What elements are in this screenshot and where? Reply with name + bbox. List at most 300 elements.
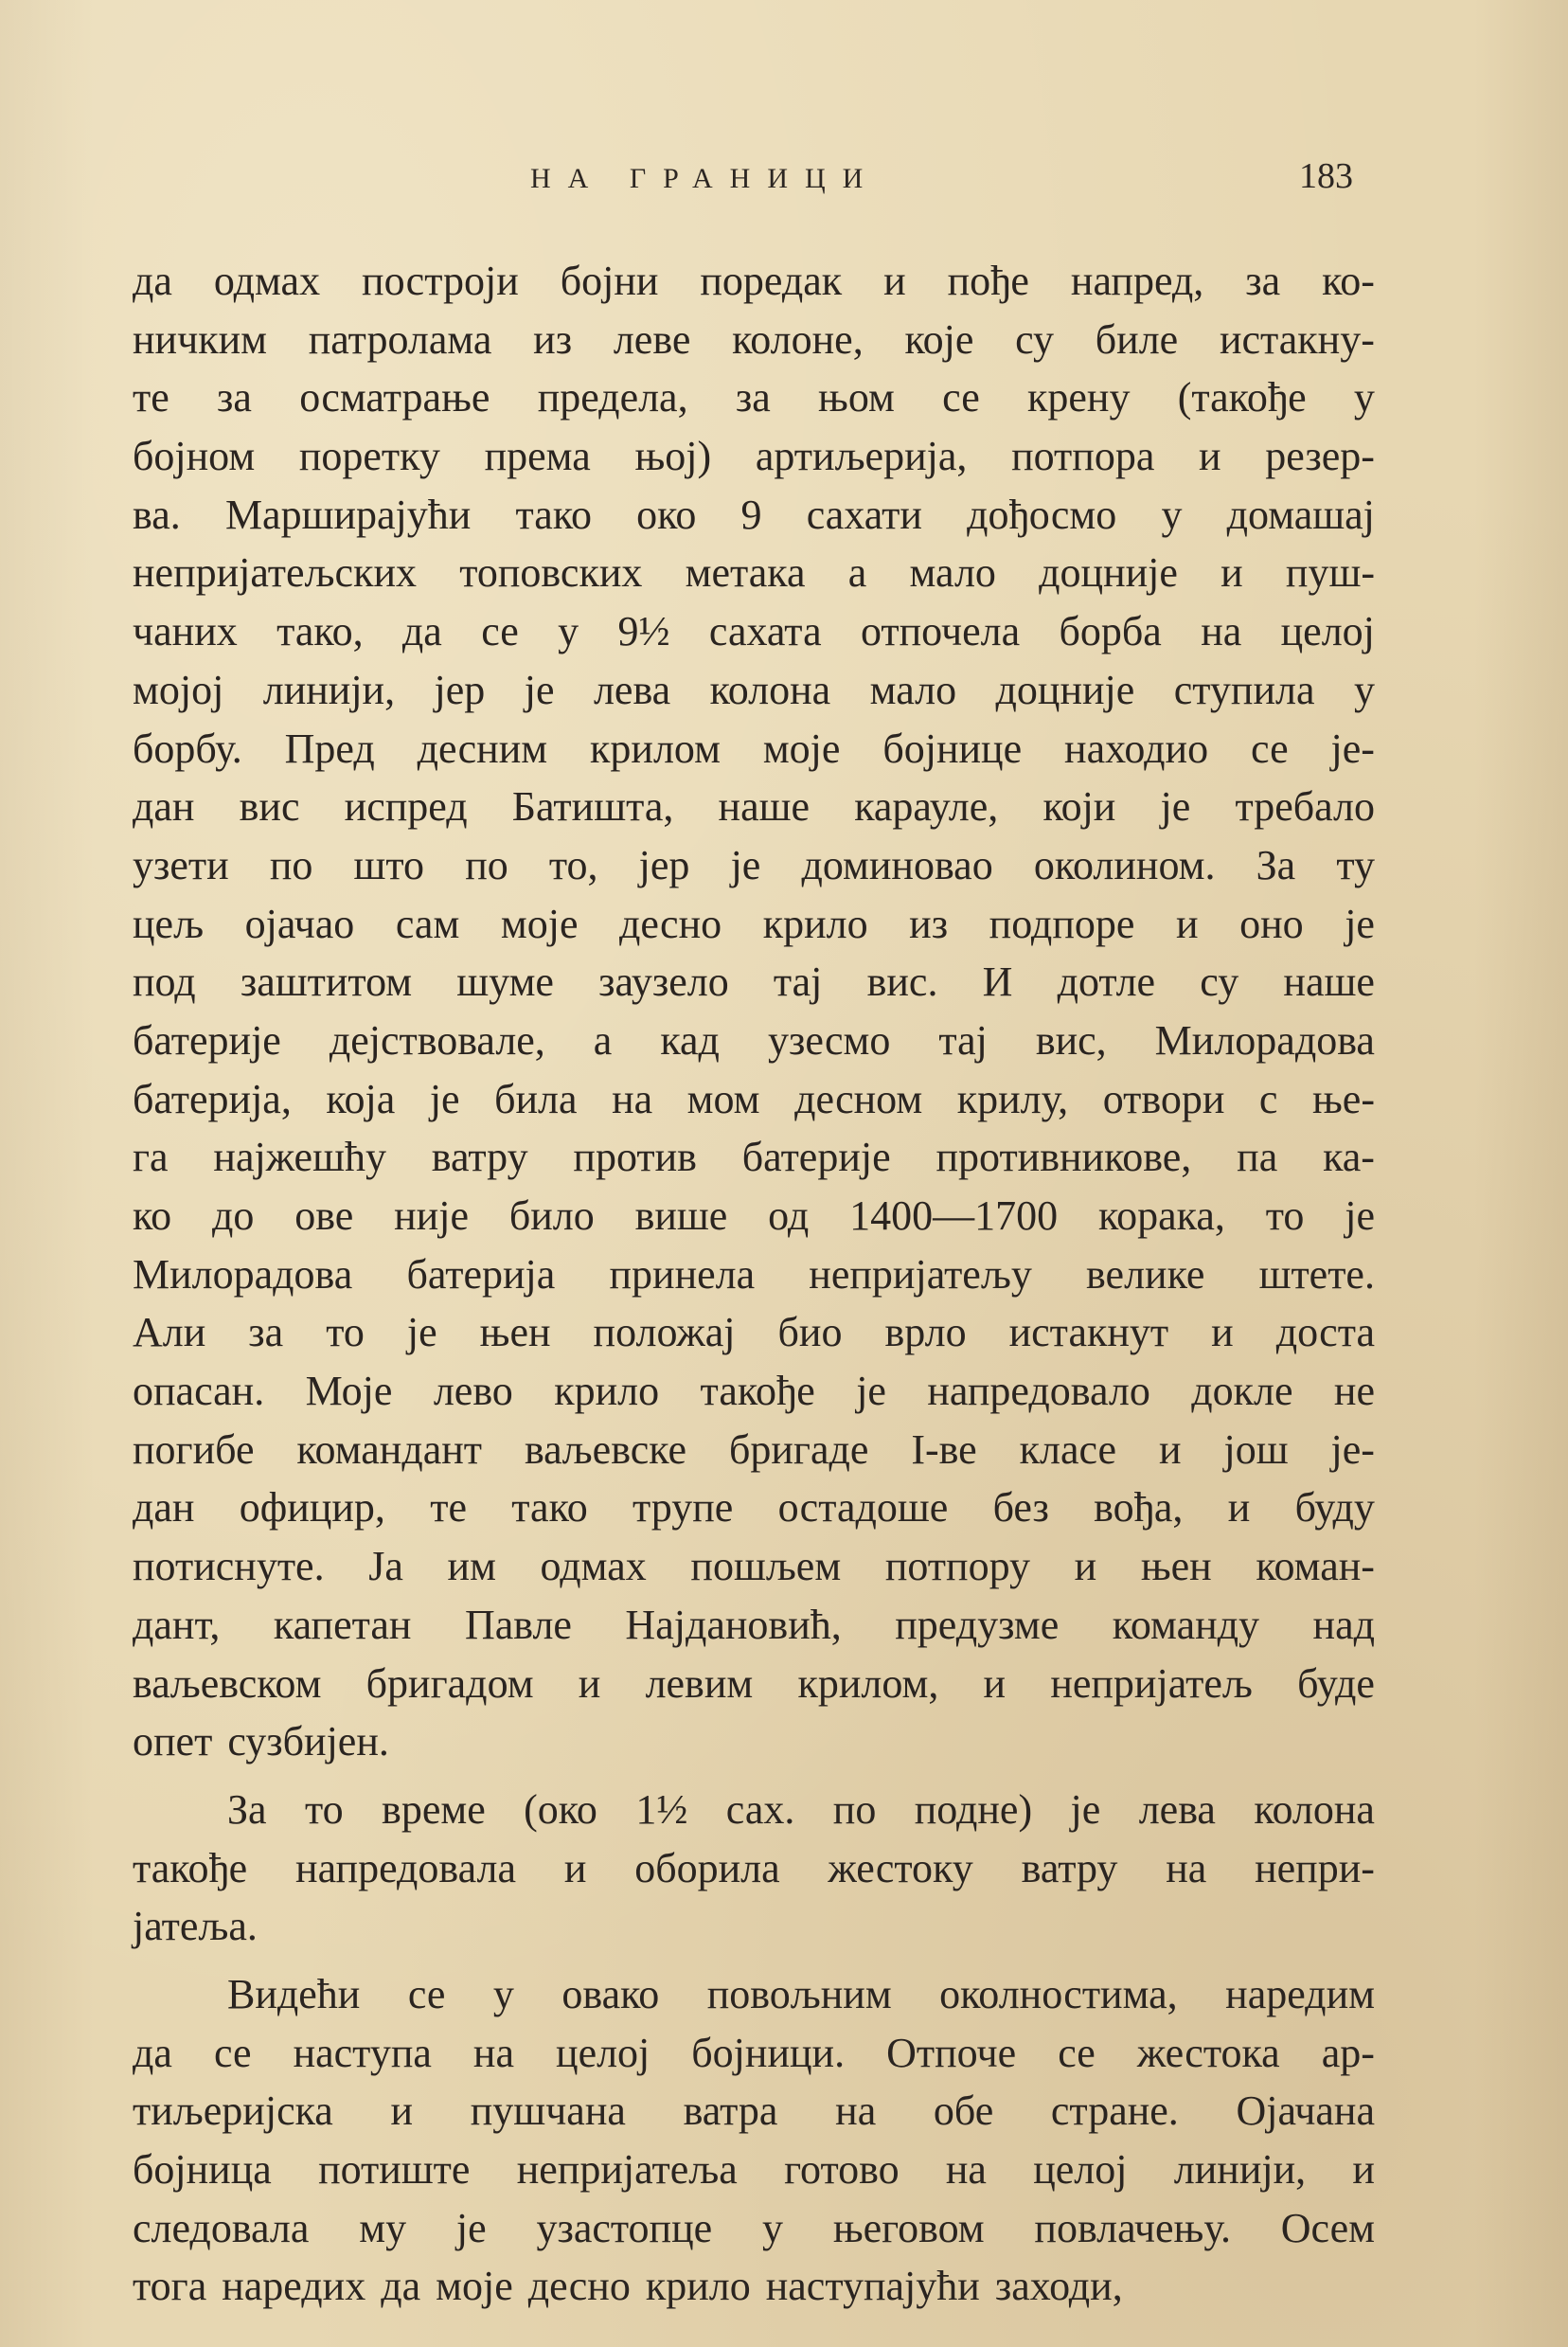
- word: вис: [239, 783, 300, 831]
- word: да: [381, 2263, 421, 2310]
- word: су: [1200, 959, 1239, 1006]
- word: погибе: [133, 1425, 255, 1473]
- word: с: [1258, 1075, 1278, 1122]
- word: десним: [417, 725, 548, 772]
- word: њен: [479, 1309, 551, 1356]
- word: положај: [593, 1309, 736, 1356]
- text-line: [133, 1965, 1375, 2024]
- word: било: [508, 1192, 595, 1239]
- text-line: [133, 836, 1375, 895]
- word: од: [768, 1192, 810, 1239]
- word: из: [533, 315, 573, 363]
- word: јатеља.: [133, 1903, 258, 1950]
- word: Осем: [1280, 2204, 1375, 2251]
- text-line: [133, 1128, 1375, 1187]
- word: потпора: [1011, 433, 1155, 480]
- word: борба: [1059, 608, 1162, 655]
- word: тај: [773, 959, 823, 1006]
- text-line: [133, 2141, 1375, 2199]
- word: бригадом: [365, 1659, 534, 1707]
- text-line: [133, 778, 1375, 836]
- word: ватру: [1021, 1844, 1118, 1891]
- text-line: [133, 602, 1375, 661]
- word: време: [382, 1785, 486, 1833]
- word: шуме: [456, 959, 554, 1006]
- word: велике: [1086, 1250, 1205, 1298]
- word: да: [401, 608, 442, 655]
- word: борбу.: [133, 725, 242, 772]
- word: врло: [884, 1309, 967, 1356]
- word: сахата: [708, 608, 822, 655]
- word: готово: [784, 2146, 900, 2193]
- word: 9½: [617, 608, 670, 655]
- word: отпочела: [860, 608, 1021, 655]
- word: је: [856, 1368, 886, 1415]
- text-line: [133, 720, 1375, 779]
- word: подне): [914, 1785, 1033, 1833]
- word: отвори: [1102, 1075, 1225, 1122]
- word: 1400—1700: [849, 1192, 1059, 1239]
- word: је: [1345, 1192, 1375, 1239]
- word: се: [942, 374, 980, 421]
- word: заузело: [598, 959, 729, 1006]
- word: у: [558, 608, 579, 655]
- word: повољним: [706, 1970, 892, 2017]
- word: заходи,: [994, 2263, 1123, 2310]
- word: карауле,: [854, 783, 999, 831]
- body-text: [133, 252, 1375, 2316]
- word: За: [1256, 841, 1296, 888]
- word: докле: [1191, 1368, 1293, 1415]
- word: бојнице: [882, 725, 1023, 772]
- word: за: [248, 1309, 284, 1356]
- word: тако: [511, 1484, 588, 1532]
- word: целој: [1280, 608, 1375, 655]
- word: истакнут: [1008, 1309, 1169, 1356]
- paragraph-gap: [133, 1956, 1375, 1965]
- text-line: [133, 368, 1375, 427]
- word: потиснуте.: [133, 1543, 325, 1590]
- word: више: [634, 1192, 728, 1239]
- word: њој): [634, 433, 712, 480]
- word: по: [269, 841, 313, 888]
- word: те: [133, 374, 169, 421]
- word: и: [1352, 2146, 1375, 2193]
- word: линији,: [1173, 2146, 1307, 2193]
- word: крило: [645, 2263, 751, 2310]
- word: колоне,: [732, 315, 864, 363]
- word: кад: [660, 1016, 720, 1064]
- word: непријатељ: [1050, 1659, 1253, 1707]
- word: тај: [938, 1016, 988, 1064]
- text-line: [133, 427, 1375, 486]
- word: доста: [1275, 1309, 1375, 1356]
- word: и: [390, 2087, 414, 2135]
- word: непри-: [1255, 1844, 1375, 1891]
- word: сах.: [725, 1785, 795, 1833]
- word: за: [735, 374, 771, 421]
- word: пуш-: [1285, 549, 1375, 597]
- word: на: [612, 1075, 653, 1122]
- word: топовских: [459, 549, 643, 597]
- word: пође: [947, 258, 1029, 304]
- word: командант: [296, 1425, 483, 1473]
- word: ње-: [1311, 1075, 1375, 1122]
- word: у: [492, 1970, 514, 2017]
- word: и: [883, 258, 906, 304]
- word: и: [563, 1844, 587, 1891]
- word: непријатељу: [809, 1250, 1032, 1298]
- word: бојни: [560, 258, 659, 304]
- word: (око: [524, 1785, 597, 1833]
- word: сахати: [806, 491, 922, 538]
- text-line: [133, 1712, 1375, 1771]
- word: мало: [869, 666, 957, 713]
- word: је-: [1330, 1425, 1375, 1473]
- word: вођа,: [1094, 1484, 1184, 1532]
- word: колона: [709, 666, 831, 713]
- paragraph-gap: [133, 1771, 1375, 1781]
- word: одмах: [540, 1543, 647, 1590]
- word: моје: [762, 725, 841, 772]
- word: биле: [1095, 315, 1179, 363]
- word: вис.: [866, 959, 938, 1006]
- word: ватра: [683, 2087, 778, 2135]
- word: Пред: [284, 725, 375, 772]
- word: у: [1161, 491, 1183, 538]
- word: а: [847, 549, 867, 597]
- word: метака: [685, 549, 806, 597]
- word: наступајући: [765, 2263, 980, 2310]
- word: батерије: [133, 1016, 281, 1064]
- word: према: [484, 433, 591, 480]
- word: опасан.: [133, 1368, 265, 1415]
- word: њом: [818, 374, 895, 421]
- text-line: [133, 1478, 1375, 1537]
- word: је: [524, 666, 555, 713]
- word: то,: [548, 841, 598, 888]
- word: крило: [762, 900, 868, 947]
- word: мом: [686, 1075, 760, 1122]
- word: и: [1159, 1425, 1182, 1473]
- word: и: [1227, 1484, 1251, 1532]
- text-line: [133, 1070, 1375, 1129]
- word: на: [835, 2087, 877, 2135]
- word: заштитом: [240, 959, 413, 1006]
- paragraph: [133, 252, 1375, 1771]
- word: Павле: [464, 1601, 572, 1648]
- word: на: [945, 2146, 987, 2193]
- word: патролама: [308, 315, 492, 363]
- text-line: [133, 2257, 1375, 2316]
- word: узети: [133, 841, 229, 888]
- word: резер-: [1265, 433, 1375, 480]
- word: и: [578, 1659, 601, 1707]
- text-line: [133, 1781, 1375, 1839]
- word: оборила: [634, 1844, 780, 1891]
- word: стране.: [1050, 2087, 1179, 2135]
- word: бригаде: [728, 1425, 869, 1473]
- word: левим: [645, 1659, 754, 1707]
- word: вис,: [1035, 1016, 1107, 1064]
- word: није: [394, 1192, 469, 1239]
- running-head: [0, 152, 1568, 208]
- word: потпору: [884, 1543, 1030, 1590]
- word: узесмо: [767, 1016, 891, 1064]
- word: батерија,: [133, 1075, 292, 1122]
- word: Моје: [305, 1368, 393, 1415]
- word: око: [636, 491, 697, 538]
- word: подпоре: [989, 900, 1135, 947]
- text-line: [133, 2024, 1375, 2083]
- word: ка-: [1323, 1134, 1375, 1181]
- word: околином.: [1033, 841, 1216, 888]
- word: је: [429, 1075, 460, 1122]
- word: наступа: [293, 2029, 432, 2076]
- word: и: [1221, 549, 1243, 597]
- word: ове: [294, 1192, 354, 1239]
- word: батерија: [406, 1250, 556, 1298]
- word: мојој: [133, 666, 224, 713]
- word: и: [1074, 1543, 1097, 1590]
- text-line: [133, 661, 1375, 720]
- word: лева: [593, 666, 671, 713]
- word: за: [1245, 258, 1281, 304]
- text-line: [133, 895, 1375, 954]
- word: И: [982, 959, 1013, 1006]
- word: дант,: [133, 1601, 221, 1648]
- word: из: [909, 900, 949, 947]
- word: десно: [619, 900, 722, 947]
- word: што: [353, 841, 425, 888]
- word: артиљерија,: [755, 433, 968, 480]
- word: доминовао: [801, 841, 993, 888]
- word: напредовало: [927, 1368, 1150, 1415]
- word: дан: [133, 783, 195, 831]
- word: десно: [527, 2263, 631, 2310]
- word: доцније: [1039, 549, 1178, 597]
- running-title: НА ГРАНИЦИ: [530, 163, 881, 194]
- text-line: [133, 1362, 1375, 1421]
- word: такође: [700, 1368, 815, 1415]
- word: капетан: [273, 1601, 412, 1648]
- text-line: [133, 1897, 1375, 1956]
- page-number: 183: [1299, 156, 1353, 196]
- word: оно: [1239, 900, 1304, 947]
- word: принела: [609, 1250, 756, 1298]
- text-line: [133, 1245, 1375, 1304]
- word: је: [1070, 1785, 1101, 1833]
- word: околностима,: [939, 1970, 1178, 2017]
- word: предузме: [895, 1601, 1060, 1648]
- word: се: [1251, 725, 1289, 772]
- paragraph: [133, 1781, 1375, 1956]
- word: крилом: [590, 725, 721, 772]
- word: које: [904, 315, 974, 363]
- word: лева: [1138, 1785, 1216, 1833]
- word: био: [777, 1309, 843, 1356]
- word: бојници.: [691, 2029, 846, 2076]
- word: која: [326, 1075, 396, 1122]
- word: његовом: [832, 2204, 985, 2251]
- word: и: [1175, 900, 1199, 947]
- word: моје: [500, 900, 579, 947]
- word: потиште: [318, 2146, 471, 2193]
- word: ваљевске: [524, 1425, 687, 1473]
- word: Али: [133, 1309, 206, 1356]
- word: тако,: [276, 608, 364, 655]
- word: Милорадова: [1154, 1016, 1375, 1064]
- text-line: [133, 1537, 1375, 1596]
- word: се: [1058, 2029, 1096, 2076]
- word: I-ве: [911, 1425, 977, 1473]
- text-line: [133, 544, 1375, 602]
- text-line: [133, 1421, 1375, 1479]
- word: штете.: [1258, 1250, 1375, 1298]
- word: Батишта,: [511, 783, 674, 831]
- word: ко: [133, 1192, 172, 1239]
- word: трупе: [633, 1484, 734, 1532]
- text-line: [133, 953, 1375, 1012]
- word: буде: [1297, 1659, 1375, 1707]
- word: тиљеријска: [133, 2087, 333, 2135]
- word: (такође: [1177, 374, 1307, 421]
- word: и: [1211, 1309, 1234, 1356]
- word: овако: [561, 1970, 660, 2017]
- paragraph: [133, 1965, 1375, 2316]
- word: му: [359, 2204, 407, 2251]
- word: дођосмо: [967, 491, 1117, 538]
- word: леве: [613, 315, 691, 363]
- word: сам: [395, 900, 460, 947]
- word: је: [1160, 783, 1191, 831]
- word: повлачењу.: [1034, 2204, 1231, 2251]
- word: находио: [1064, 725, 1209, 772]
- word: јер: [638, 841, 690, 888]
- word: њен: [1140, 1543, 1212, 1590]
- word: домашај: [1226, 491, 1375, 538]
- word: жестоку: [828, 1844, 973, 1891]
- word: поретку: [298, 433, 440, 480]
- word: Најдановић,: [625, 1601, 842, 1648]
- text-line: [133, 1187, 1375, 1245]
- word: остадоше: [777, 1484, 949, 1532]
- word: сузбијен.: [227, 1718, 389, 1765]
- word: наше: [1283, 959, 1375, 1006]
- word: пушчана: [470, 2087, 626, 2135]
- word: такође: [133, 1844, 248, 1891]
- text-line: [133, 2082, 1375, 2141]
- text-line: [133, 1839, 1375, 1898]
- word: следовала: [133, 2204, 310, 2251]
- word: предела,: [537, 374, 688, 421]
- word: класе: [1019, 1425, 1117, 1473]
- word: то: [1265, 1192, 1305, 1239]
- word: поредак: [700, 258, 843, 304]
- word: Ја: [368, 1543, 403, 1590]
- text-line: [133, 252, 1375, 311]
- word: на: [1166, 1844, 1207, 1891]
- word: противникове,: [935, 1134, 1192, 1181]
- word: ваљевском: [133, 1659, 322, 1707]
- word: жестока: [1136, 2029, 1280, 2076]
- word: тако: [515, 491, 592, 538]
- word: ступила: [1173, 666, 1315, 713]
- word: ватру: [431, 1134, 528, 1181]
- word: се: [213, 2029, 252, 2076]
- word: осматрање: [299, 374, 490, 421]
- word: је: [730, 841, 761, 888]
- word: десном: [794, 1075, 923, 1122]
- word: команду: [1112, 1601, 1260, 1648]
- word: батерије: [741, 1134, 891, 1181]
- word: до: [212, 1192, 255, 1239]
- text-line: [133, 486, 1375, 545]
- word: га: [133, 1134, 169, 1181]
- word: јер: [434, 666, 486, 713]
- text-line: [133, 311, 1375, 369]
- word: без: [992, 1484, 1049, 1532]
- word: била: [494, 1075, 578, 1122]
- word: ко-: [1322, 258, 1375, 304]
- word: линији,: [262, 666, 396, 713]
- word: Ојачана: [1236, 2087, 1375, 2135]
- word: доцније: [995, 666, 1135, 713]
- word: мало: [909, 549, 996, 597]
- word: дотле: [1057, 959, 1156, 1006]
- word: 9: [740, 491, 762, 538]
- word: то: [304, 1785, 344, 1833]
- word: је-: [1330, 725, 1375, 772]
- word: опет: [133, 1718, 213, 1765]
- word: над: [1312, 1601, 1375, 1648]
- word: напред,: [1070, 258, 1204, 304]
- word: крило: [554, 1368, 660, 1415]
- word: узастопце: [536, 2204, 713, 2251]
- word: ничким: [133, 315, 267, 363]
- word: и: [983, 1659, 1007, 1707]
- word: бојница: [133, 2146, 272, 2193]
- word: им: [447, 1543, 496, 1590]
- word: За: [227, 1785, 267, 1833]
- word: ојачао: [244, 900, 355, 947]
- word: 1½: [635, 1785, 688, 1833]
- word: против: [573, 1134, 697, 1181]
- text-line: [133, 1596, 1375, 1655]
- word: у: [1353, 666, 1375, 713]
- word: моје: [436, 2263, 513, 2310]
- word: целој: [556, 2029, 650, 2076]
- word: наредих: [222, 2263, 366, 2310]
- word: обе: [933, 2087, 994, 2135]
- word: на: [472, 2029, 514, 2076]
- word: по: [465, 841, 508, 888]
- word: а: [593, 1016, 613, 1064]
- word: наредим: [1225, 1970, 1375, 2017]
- word: одмах: [213, 258, 321, 304]
- word: тога: [133, 2263, 207, 2310]
- word: построји: [362, 258, 519, 304]
- word: непријатеља: [516, 2146, 738, 2193]
- word: напредовала: [295, 1844, 517, 1891]
- word: се: [481, 608, 519, 655]
- word: и: [1199, 433, 1221, 480]
- word: који: [1042, 783, 1116, 831]
- word: те: [430, 1484, 467, 1532]
- word: корака,: [1097, 1192, 1225, 1239]
- word: колона: [1254, 1785, 1375, 1833]
- word: крену: [1027, 374, 1131, 421]
